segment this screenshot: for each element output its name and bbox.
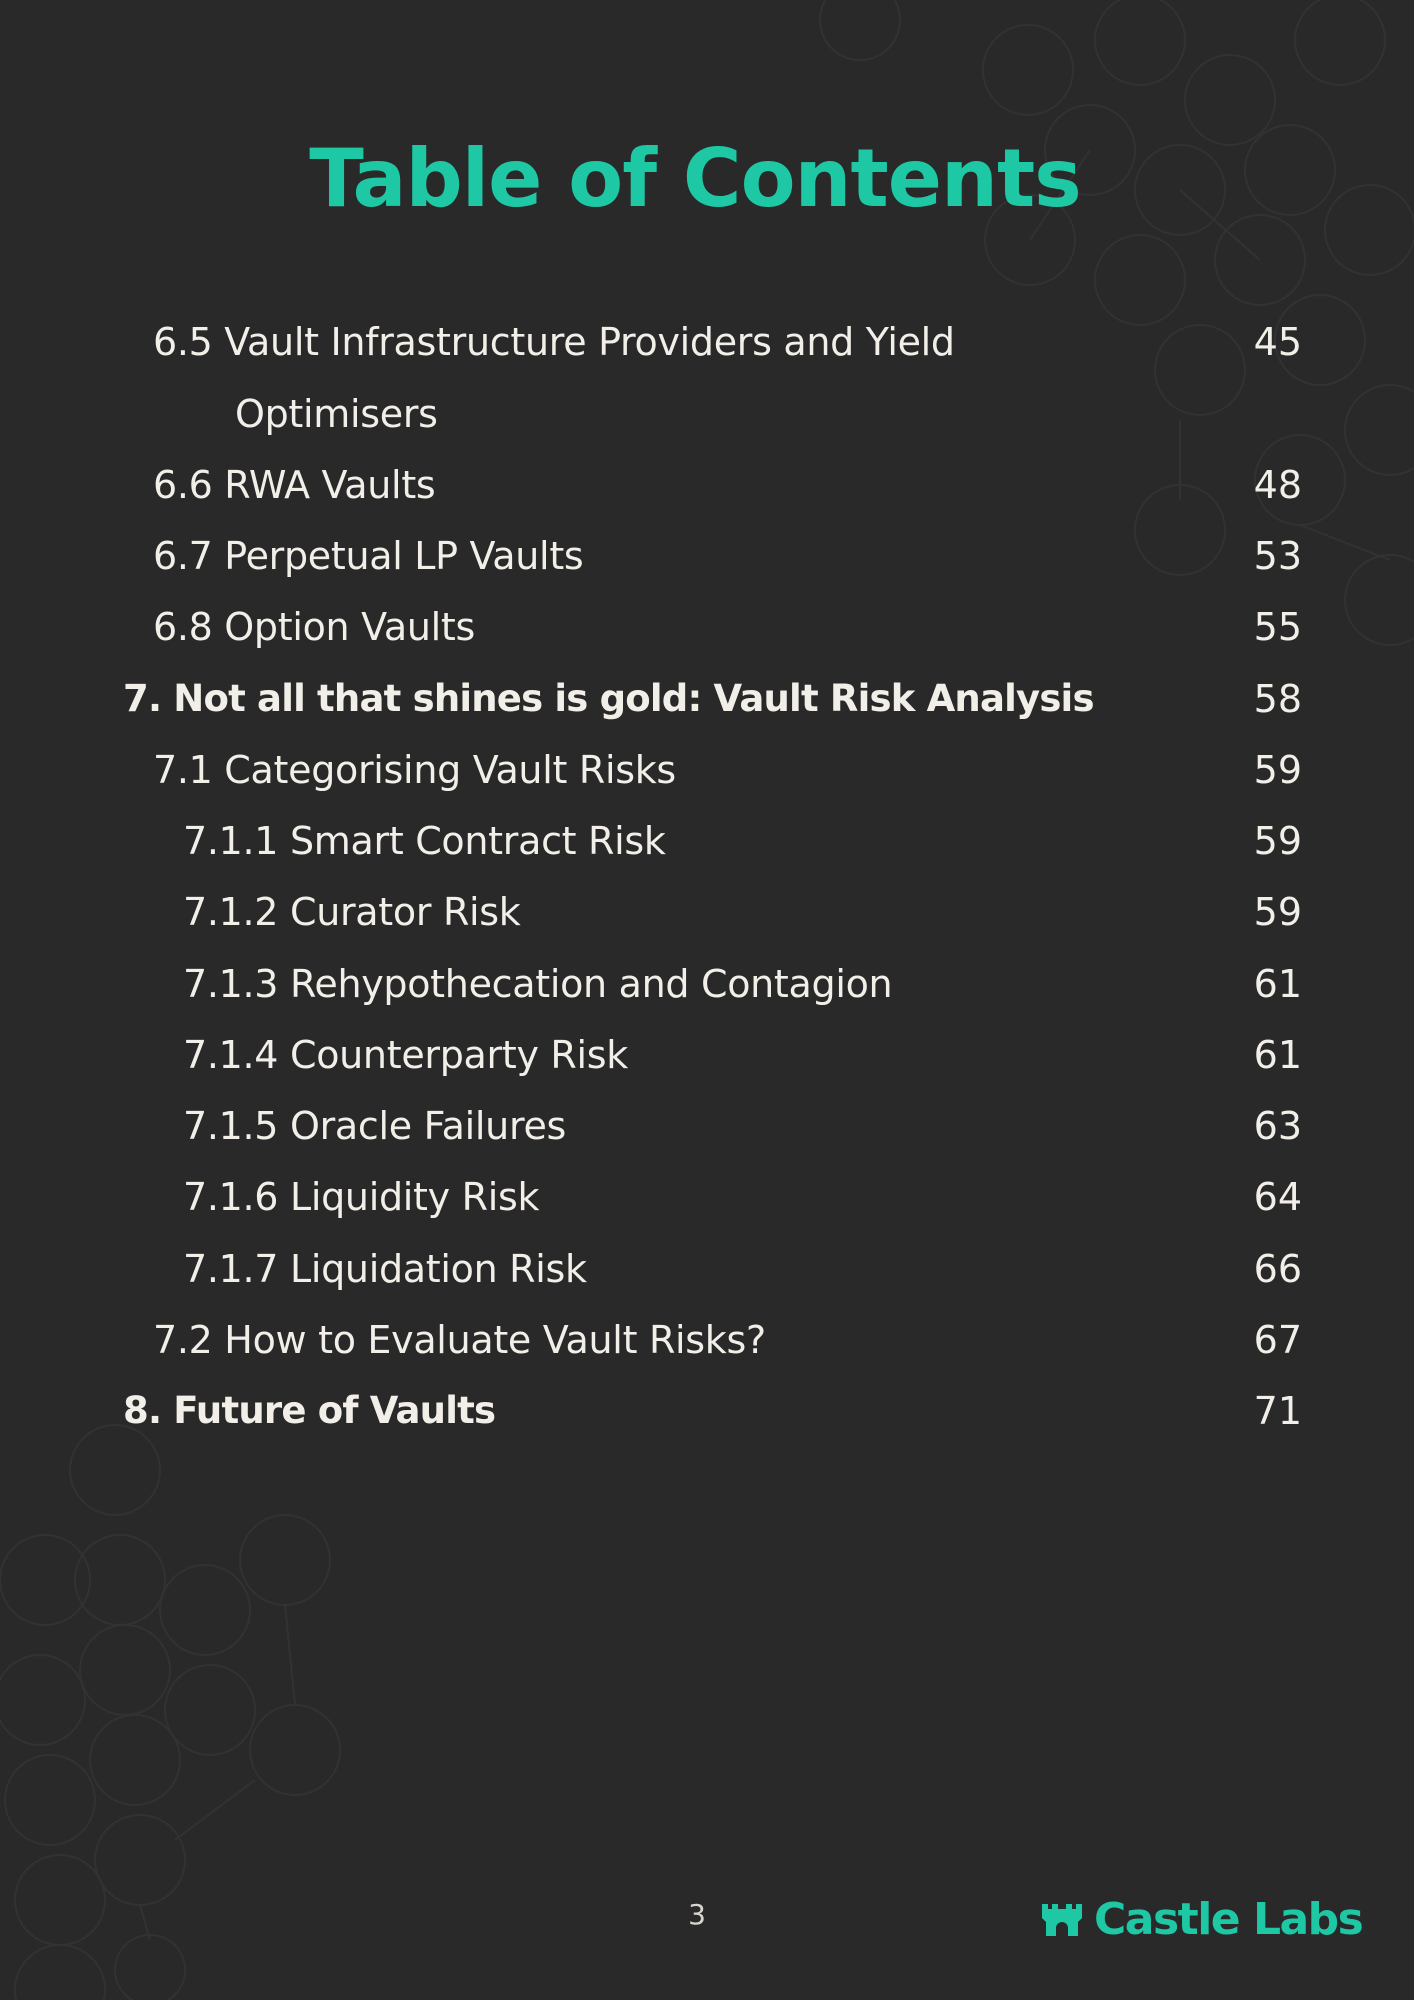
toc-entry-label: 7.1.3 Rehypothecation and Contagion [183, 962, 893, 1006]
toc-entry-page: 55 [1253, 605, 1302, 649]
toc-entry-label: 7.1.1 Smart Contract Risk [183, 819, 666, 863]
toc-entry-page: 63 [1253, 1104, 1302, 1148]
toc-entry-page: 67 [1253, 1318, 1302, 1362]
toc-entry-label: 7.1.7 Liquidation Risk [183, 1247, 587, 1291]
toc-entry-label: 7.1.4 Counterparty Risk [183, 1033, 628, 1077]
toc-entry-label: 6.5 Vault Infrastructure Providers and Yield [153, 320, 955, 364]
brand-logo [1040, 1892, 1362, 1948]
toc-entry-label: 7.1.5 Oracle Failures [183, 1104, 567, 1148]
toc-entry-label: 6.7 Perpetual LP Vaults [153, 534, 584, 578]
castle-icon [1040, 1900, 1084, 1940]
toc-entry-page: 59 [1253, 890, 1302, 934]
toc-entry-page: 48 [1253, 463, 1302, 507]
toc-entry-label: 8. Future of Vaults [123, 1389, 496, 1432]
toc-entry-page: 61 [1253, 1033, 1302, 1077]
toc-entry-page: 45 [1253, 320, 1302, 364]
toc-entry-page: 64 [1253, 1175, 1302, 1219]
toc-entry-page: 66 [1253, 1247, 1302, 1291]
toc-entry-label: 7.2 How to Evaluate Vault Risks? [153, 1318, 766, 1362]
toc-entry-page: 59 [1253, 819, 1302, 863]
toc-entry-label: 7.1.6 Liquidity Risk [183, 1175, 540, 1219]
toc-entry-label: 7. Not all that shines is gold: Vault Risk Analysis [123, 677, 1094, 720]
page-title: Table of Contents [309, 132, 1081, 225]
toc-entry-label: 7.1.2 Curator Risk [183, 890, 521, 934]
toc-entry-page: 71 [1253, 1389, 1302, 1433]
toc-entry-page: 59 [1253, 748, 1302, 792]
toc-entry-label-continuation: Optimisers [235, 392, 438, 436]
toc-entry-page: 53 [1253, 534, 1302, 578]
page-number: 3 [688, 1898, 706, 1931]
toc-entry-label: 7.1 Categorising Vault Risks [153, 748, 676, 792]
brand-name: Castle Labs [1094, 1894, 1363, 1945]
toc-entry-label: 6.8 Option Vaults [153, 605, 475, 649]
toc-entry-label: 6.6 RWA Vaults [153, 463, 436, 507]
toc-entry-page: 61 [1253, 962, 1302, 1006]
toc-entry-page: 58 [1253, 677, 1302, 721]
